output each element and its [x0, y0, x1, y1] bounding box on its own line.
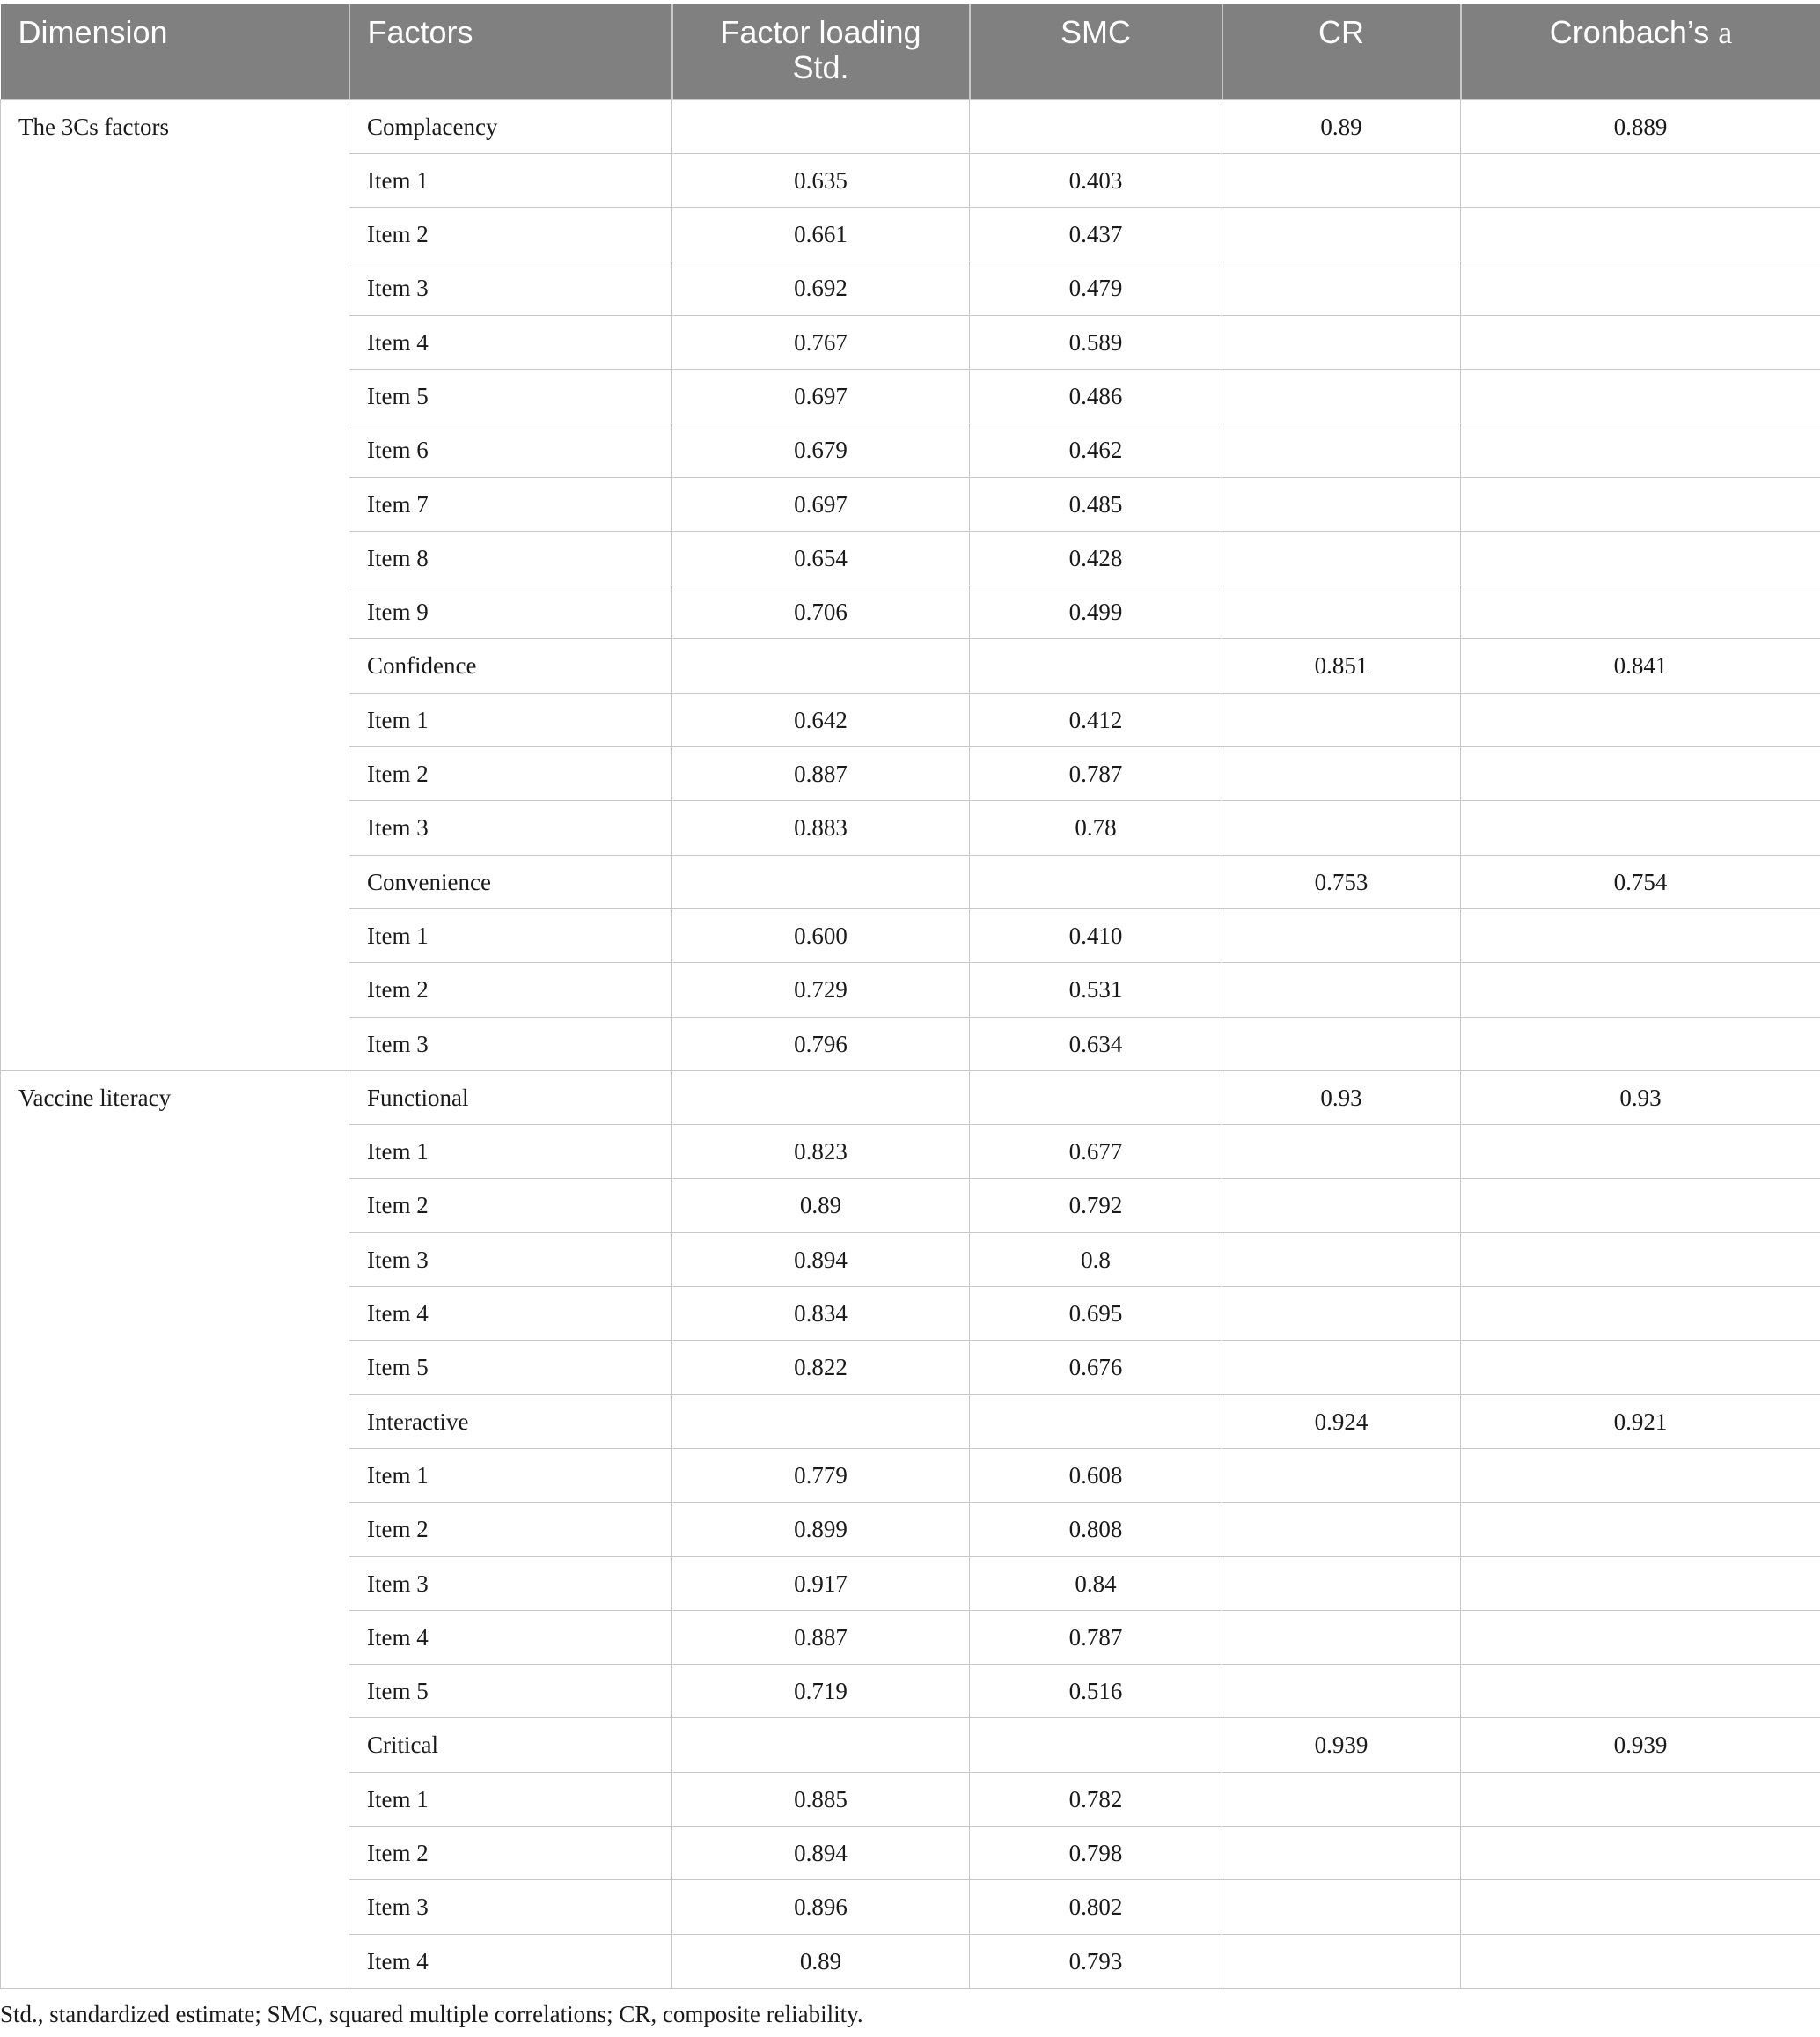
cr-cell	[1222, 908, 1461, 962]
factor-name-cell: Complacency	[349, 99, 672, 153]
smc-cell: 0.787	[970, 747, 1222, 801]
cr-cell	[1222, 1772, 1461, 1826]
cronbach-cell	[1461, 1827, 1820, 1880]
cr-cell	[1222, 531, 1461, 585]
cronbach-cell: 0.921	[1461, 1394, 1820, 1448]
smc-cell: 0.486	[970, 369, 1222, 423]
smc-cell: 0.462	[970, 423, 1222, 477]
factor-loading-cell: 0.896	[672, 1880, 970, 1934]
cronbach-cell	[1461, 208, 1820, 261]
cr-cell: 0.89	[1222, 99, 1461, 153]
smc-cell: 0.403	[970, 153, 1222, 207]
cronbach-cell	[1461, 747, 1820, 801]
cr-cell: 0.851	[1222, 639, 1461, 693]
cronbach-cell	[1461, 1448, 1820, 1502]
item-label-cell: Item 9	[349, 585, 672, 639]
smc-cell	[970, 1394, 1222, 1448]
smc-cell: 0.808	[970, 1503, 1222, 1556]
factor-loading-cell: 0.635	[672, 153, 970, 207]
smc-cell	[970, 1070, 1222, 1124]
factor-loading-cell: 0.887	[672, 747, 970, 801]
factor-row	[1, 1070, 1820, 1124]
cronbach-cell	[1461, 261, 1820, 315]
header-cr: CR	[1222, 4, 1461, 99]
header-factors: Factors	[349, 4, 672, 99]
smc-cell: 0.84	[970, 1556, 1222, 1610]
item-label-cell: Item 1	[349, 153, 672, 207]
factor-loading-cell: 0.89	[672, 1934, 970, 1988]
item-label-cell: Item 4	[349, 315, 672, 369]
factor-name-cell: Convenience	[349, 855, 672, 908]
item-label-cell: Item 5	[349, 369, 672, 423]
cr-cell: 0.924	[1222, 1394, 1461, 1448]
smc-cell	[970, 639, 1222, 693]
cr-cell	[1222, 963, 1461, 1017]
cr-cell: 0.93	[1222, 1070, 1461, 1124]
factor-name-cell: Interactive	[349, 1394, 672, 1448]
cr-cell: 0.753	[1222, 855, 1461, 908]
smc-cell: 0.589	[970, 315, 1222, 369]
factor-loading-cell: 0.706	[672, 585, 970, 639]
item-label-cell: Item 4	[349, 1934, 672, 1988]
cronbach-cell: 0.754	[1461, 855, 1820, 908]
cronbach-cell	[1461, 1125, 1820, 1179]
factor-loading-cell: 0.654	[672, 531, 970, 585]
factor-loading-cell: 0.719	[672, 1665, 970, 1718]
cr-cell	[1222, 153, 1461, 207]
factor-loading-cell: 0.834	[672, 1287, 970, 1341]
smc-cell: 0.787	[970, 1610, 1222, 1664]
cr-cell	[1222, 1934, 1461, 1988]
cronbach-cell: 0.841	[1461, 639, 1820, 693]
factor-loading-table	[0, 4, 1820, 1989]
smc-cell: 0.677	[970, 1125, 1222, 1179]
factor-loading-cell	[672, 99, 970, 153]
factor-loading-cell	[672, 855, 970, 908]
cr-cell	[1222, 1448, 1461, 1502]
cronbach-cell: 0.93	[1461, 1070, 1820, 1124]
cr-cell	[1222, 801, 1461, 855]
factor-loading-cell: 0.796	[672, 1017, 970, 1070]
cr-cell	[1222, 369, 1461, 423]
factor-loading-cell: 0.887	[672, 1610, 970, 1664]
table-footnote: Std., standardized estimate; SMC, squared multiple correlations; CR, composite reliability.	[0, 2001, 863, 2027]
item-label-cell: Item 3	[349, 1017, 672, 1070]
item-label-cell: Item 3	[349, 261, 672, 315]
factor-loading-cell: 0.823	[672, 1125, 970, 1179]
cr-cell	[1222, 208, 1461, 261]
cr-cell	[1222, 747, 1461, 801]
cronbach-cell	[1461, 531, 1820, 585]
cronbach-cell	[1461, 1287, 1820, 1341]
cronbach-cell	[1461, 908, 1820, 962]
smc-cell: 0.412	[970, 693, 1222, 746]
smc-cell: 0.78	[970, 801, 1222, 855]
cronbach-cell	[1461, 315, 1820, 369]
cr-cell	[1222, 1287, 1461, 1341]
cronbach-cell	[1461, 477, 1820, 531]
factor-loading-cell	[672, 639, 970, 693]
smc-cell: 0.437	[970, 208, 1222, 261]
item-label-cell: Item 7	[349, 477, 672, 531]
header-smc: SMC	[970, 4, 1222, 99]
header-factor-loading: Factor loading Std.	[672, 4, 970, 99]
factor-loading-cell: 0.600	[672, 908, 970, 962]
cr-cell	[1222, 1556, 1461, 1610]
factor-loading-cell: 0.767	[672, 315, 970, 369]
cr-cell	[1222, 1341, 1461, 1394]
smc-cell: 0.516	[970, 1665, 1222, 1718]
smc-cell: 0.428	[970, 531, 1222, 585]
factor-loading-cell: 0.822	[672, 1341, 970, 1394]
factor-name-cell: Critical	[349, 1718, 672, 1772]
factor-loading-cell: 0.894	[672, 1827, 970, 1880]
factor-loading-cell: 0.894	[672, 1232, 970, 1286]
smc-cell	[970, 99, 1222, 153]
dimension-cell: The 3Cs factors	[1, 99, 349, 1070]
smc-cell: 0.485	[970, 477, 1222, 531]
cronbach-cell	[1461, 1232, 1820, 1286]
cronbach-cell	[1461, 963, 1820, 1017]
table-header-row	[1, 4, 1820, 99]
item-label-cell: Item 1	[349, 1448, 672, 1502]
factor-loading-cell: 0.697	[672, 477, 970, 531]
item-label-cell: Item 2	[349, 747, 672, 801]
header-dimension: Dimension	[1, 4, 349, 99]
cronbach-cell: 0.889	[1461, 99, 1820, 153]
cronbach-cell	[1461, 1179, 1820, 1232]
cr-cell	[1222, 1503, 1461, 1556]
cronbach-cell	[1461, 693, 1820, 746]
cr-cell	[1222, 261, 1461, 315]
cronbach-cell	[1461, 1880, 1820, 1934]
header-cronbach-label: Cronbach’s	[1549, 14, 1719, 50]
factor-loading-cell: 0.692	[672, 261, 970, 315]
cr-cell	[1222, 1179, 1461, 1232]
table-body	[1, 99, 1820, 1988]
cr-cell: 0.939	[1222, 1718, 1461, 1772]
cronbach-cell	[1461, 153, 1820, 207]
item-label-cell: Item 2	[349, 1179, 672, 1232]
smc-cell: 0.792	[970, 1179, 1222, 1232]
dimension-cell: Vaccine literacy	[1, 1070, 349, 1988]
smc-cell: 0.608	[970, 1448, 1222, 1502]
smc-cell: 0.8	[970, 1232, 1222, 1286]
smc-cell: 0.410	[970, 908, 1222, 962]
smc-cell	[970, 855, 1222, 908]
factor-loading-cell: 0.883	[672, 801, 970, 855]
smc-cell: 0.695	[970, 1287, 1222, 1341]
smc-cell: 0.634	[970, 1017, 1222, 1070]
cr-cell	[1222, 585, 1461, 639]
item-label-cell: Item 3	[349, 801, 672, 855]
cronbach-cell	[1461, 1556, 1820, 1610]
factor-loading-cell	[672, 1070, 970, 1124]
cronbach-cell	[1461, 1017, 1820, 1070]
factor-loading-cell: 0.917	[672, 1556, 970, 1610]
cronbach-cell	[1461, 1610, 1820, 1664]
smc-cell	[970, 1718, 1222, 1772]
cronbach-cell	[1461, 1341, 1820, 1394]
smc-cell: 0.793	[970, 1934, 1222, 1988]
cr-cell	[1222, 423, 1461, 477]
factor-loading-cell	[672, 1394, 970, 1448]
item-label-cell: Item 3	[349, 1880, 672, 1934]
factor-loading-cell: 0.899	[672, 1503, 970, 1556]
item-label-cell: Item 1	[349, 1125, 672, 1179]
cr-cell	[1222, 1017, 1461, 1070]
smc-cell: 0.479	[970, 261, 1222, 315]
factor-loading-cell: 0.885	[672, 1772, 970, 1826]
cronbach-cell	[1461, 369, 1820, 423]
cronbach-cell	[1461, 1503, 1820, 1556]
factor-row	[1, 99, 1820, 153]
factor-name-cell: Confidence	[349, 639, 672, 693]
item-label-cell: Item 2	[349, 963, 672, 1017]
cr-cell	[1222, 1880, 1461, 1934]
factor-loading-cell: 0.89	[672, 1179, 970, 1232]
factor-loading-cell: 0.729	[672, 963, 970, 1017]
item-label-cell: Item 1	[349, 1772, 672, 1826]
cronbach-cell	[1461, 1665, 1820, 1718]
item-label-cell: Item 2	[349, 1827, 672, 1880]
factor-loading-cell: 0.779	[672, 1448, 970, 1502]
cronbach-cell: 0.939	[1461, 1718, 1820, 1772]
smc-cell: 0.802	[970, 1880, 1222, 1934]
smc-cell: 0.676	[970, 1341, 1222, 1394]
cr-cell	[1222, 1125, 1461, 1179]
cr-cell	[1222, 315, 1461, 369]
cr-cell	[1222, 1665, 1461, 1718]
factor-loading-cell: 0.697	[672, 369, 970, 423]
smc-cell: 0.782	[970, 1772, 1222, 1826]
factor-loading-cell: 0.661	[672, 208, 970, 261]
item-label-cell: Item 3	[349, 1556, 672, 1610]
cr-cell	[1222, 693, 1461, 746]
item-label-cell: Item 2	[349, 208, 672, 261]
header-cronbach-alpha: a	[1718, 15, 1733, 50]
cr-cell	[1222, 477, 1461, 531]
item-label-cell: Item 1	[349, 693, 672, 746]
cr-cell	[1222, 1827, 1461, 1880]
smc-cell: 0.499	[970, 585, 1222, 639]
item-label-cell: Item 4	[349, 1610, 672, 1664]
item-label-cell: Item 8	[349, 531, 672, 585]
factor-loading-cell: 0.679	[672, 423, 970, 477]
header-cronbach	[1461, 4, 1820, 99]
item-label-cell: Item 1	[349, 908, 672, 962]
cronbach-cell	[1461, 1772, 1820, 1826]
item-label-cell: Item 5	[349, 1665, 672, 1718]
item-label-cell: Item 4	[349, 1287, 672, 1341]
item-label-cell: Item 6	[349, 423, 672, 477]
cronbach-cell	[1461, 1934, 1820, 1988]
cr-cell	[1222, 1610, 1461, 1664]
cronbach-cell	[1461, 423, 1820, 477]
cronbach-cell	[1461, 801, 1820, 855]
smc-cell: 0.798	[970, 1827, 1222, 1880]
cr-cell	[1222, 1232, 1461, 1286]
item-label-cell: Item 5	[349, 1341, 672, 1394]
smc-cell: 0.531	[970, 963, 1222, 1017]
factor-loading-cell	[672, 1718, 970, 1772]
cronbach-cell	[1461, 585, 1820, 639]
item-label-cell: Item 3	[349, 1232, 672, 1286]
factor-loading-cell: 0.642	[672, 693, 970, 746]
item-label-cell: Item 2	[349, 1503, 672, 1556]
factor-name-cell: Functional	[349, 1070, 672, 1124]
